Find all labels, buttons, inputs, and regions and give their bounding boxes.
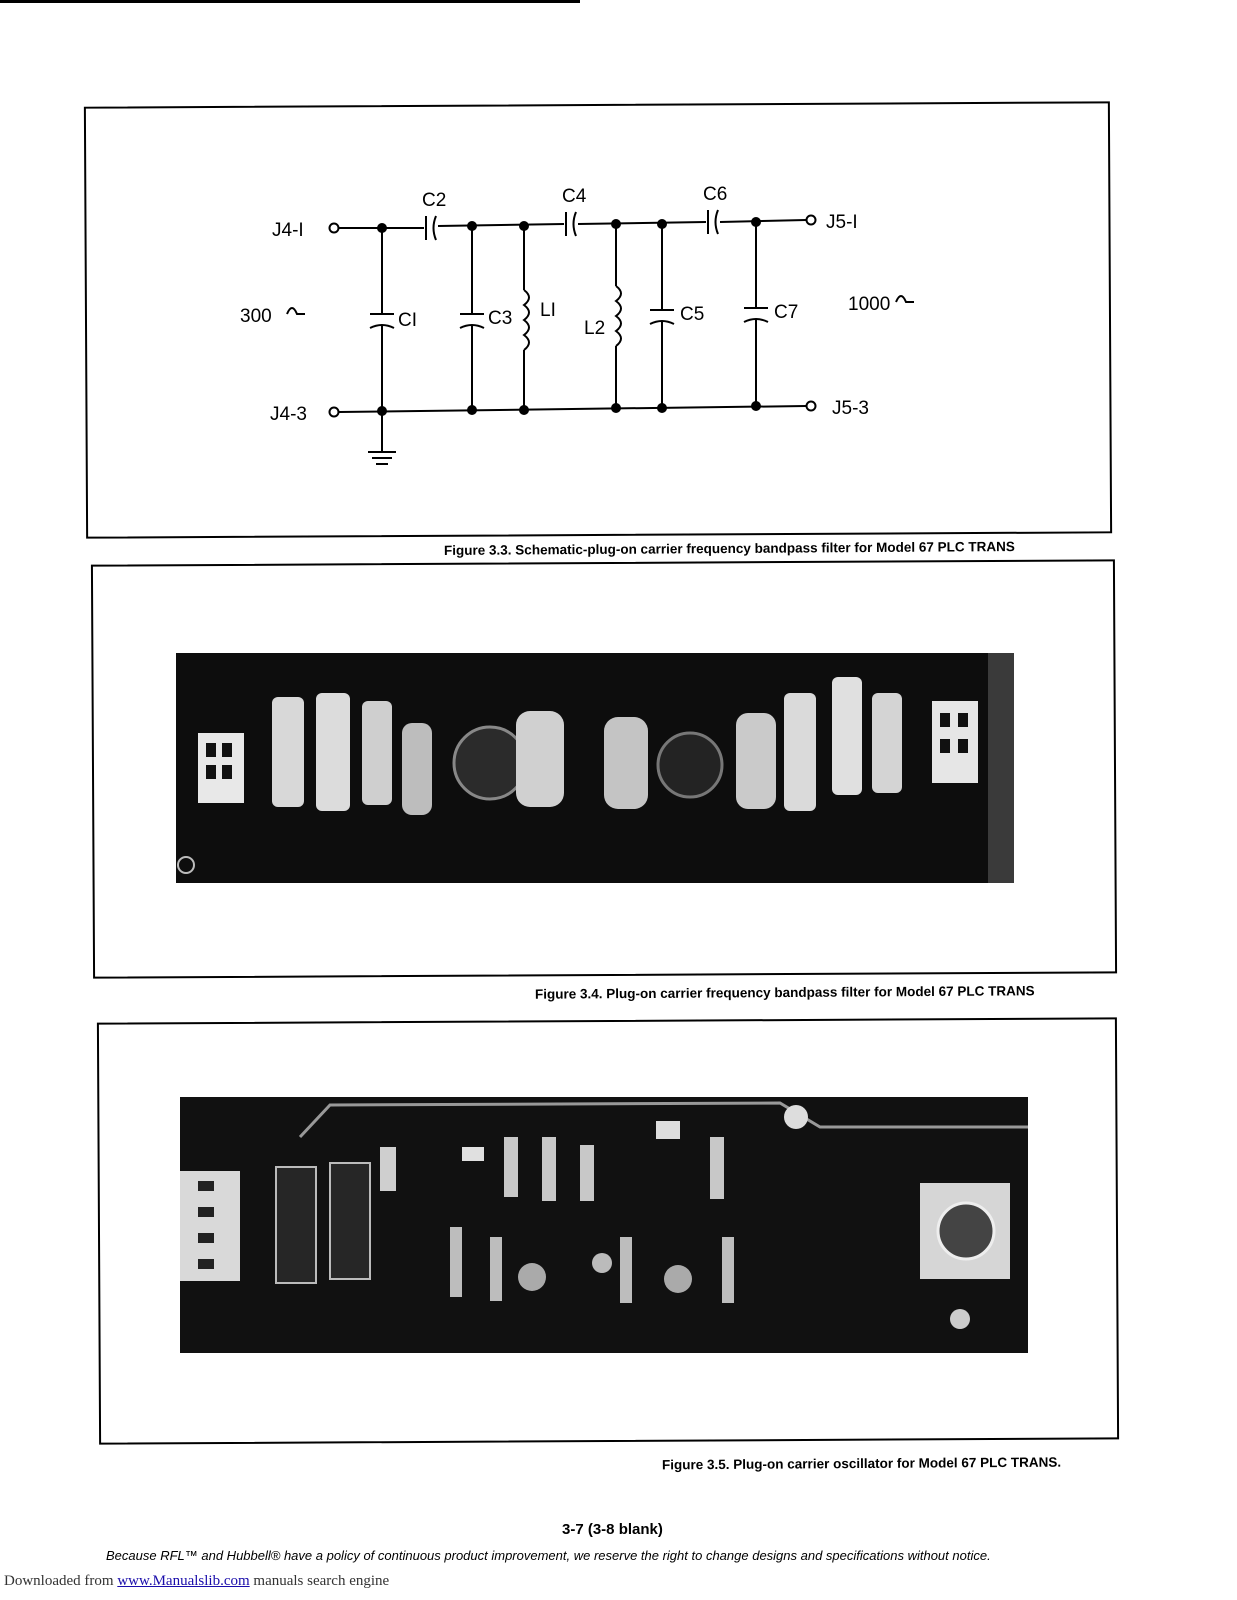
label-j5-1: J5-I [826, 212, 858, 233]
bandpass-filter-board-photo [176, 653, 1014, 883]
label-l1: LI [540, 300, 556, 321]
label-freq-in: 300 [240, 306, 272, 327]
label-c4: C4 [562, 186, 587, 207]
footer-prefix: Downloaded from [4, 1573, 118, 1589]
label-c5: C5 [680, 304, 705, 325]
footer-suffix: manuals search engine [249, 1573, 390, 1589]
label-l2: L2 [584, 318, 606, 339]
label-j5-3: J5-3 [832, 398, 869, 419]
manualslib-link[interactable]: www.Manualslib.com [117, 1573, 250, 1589]
page-number: 3-7 (3-8 blank) [562, 1521, 663, 1538]
label-c7: C7 [774, 302, 799, 323]
disclaimer-text: Because RFL™ and Hubbell® have a policy of continuous product improvement, we reserve the right to change designs and specifications without notice. [106, 1548, 991, 1563]
download-footer [4, 1573, 389, 1590]
label-c2: C2 [422, 190, 447, 211]
bandpass-filter-schematic [0, 0, 1237, 540]
label-c6: C6 [703, 184, 728, 205]
figure-3-3-caption: Figure 3.3. Schematic-plug-on carrier frequency bandpass filter for Model 67 PLC TRANS [443, 539, 1015, 558]
oscillator-board-photo [180, 1097, 1028, 1353]
label-freq-out: 1000 [848, 294, 891, 315]
label-j4-1: J4-I [272, 220, 304, 241]
figure-3-5-caption: Figure 3.5. Plug-on carrier oscillator for Model 67 PLC TRANS. [661, 1454, 1062, 1473]
label-c3: C3 [488, 308, 513, 329]
label-j4-3: J4-3 [270, 404, 307, 425]
figure-3-4-caption: Figure 3.4. Plug-on carrier frequency bandpass filter for Model 67 PLC TRANS [534, 983, 1035, 1002]
label-c1: CI [398, 310, 417, 331]
